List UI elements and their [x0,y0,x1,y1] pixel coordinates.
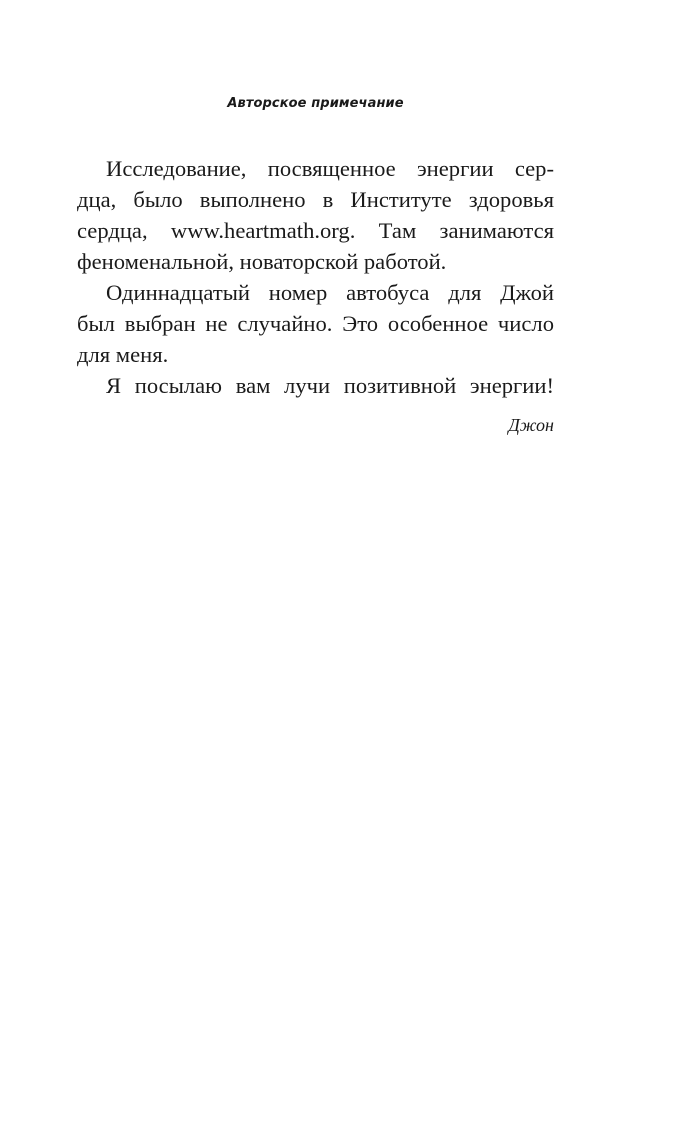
text-line: Одиннадцатый номер автобуса для Джой [106,280,554,305]
text-line: Я посылаю вам лучи позитивной энергии! [106,373,554,398]
text-line: феноменальной, новаторской работой. [77,249,447,274]
paragraph [77,370,554,401]
paragraph [77,277,554,370]
text-line: сердца, www.heartmath.org. Там занимаются [77,218,554,243]
text-line: дца, было выполнено в Институте здоровья [77,187,554,212]
body-text [77,153,554,401]
book-page [77,0,554,1134]
text-line: был выбран не случайно. Это особенное число [77,311,554,336]
paragraph [77,153,554,277]
running-head: Авторское примечание [227,96,404,111]
text-line: для меня. [77,342,169,367]
author-signature: Джон [508,415,554,435]
text-line: Исследование, посвященное энергии сер- [106,156,554,181]
